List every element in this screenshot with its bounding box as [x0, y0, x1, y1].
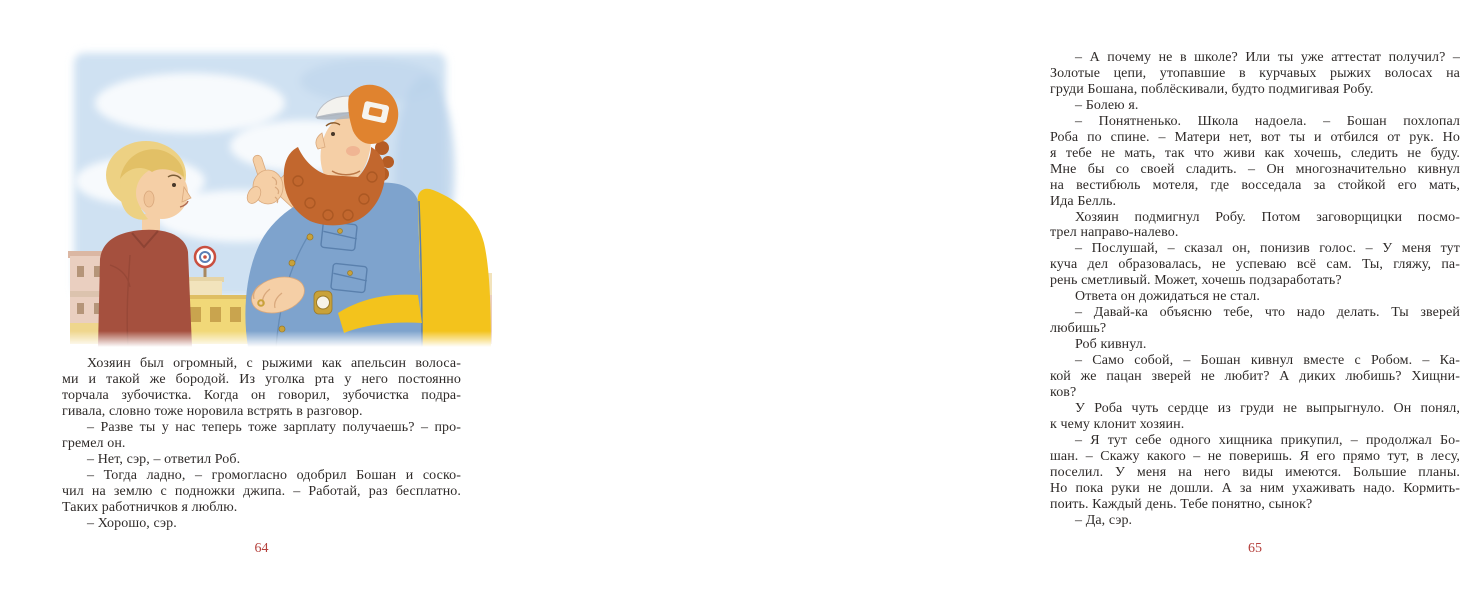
text-line: – Послушай, – сказал он, понизив голос. – У меня тут — [1075, 241, 1460, 257]
text-line: – Понятненько. Школа надоела. – Бошан похлопал — [1075, 113, 1460, 129]
text-line: шан. – Скажу какого – не поверишь. Я его прямо тут, в лесу, — [1050, 448, 1460, 464]
text-line: поить. Каждый день. Тебе понятно, сынок? — [1050, 496, 1313, 512]
man-cheek-blush — [346, 146, 360, 156]
text-line: ков? — [1050, 385, 1077, 401]
text-line: Роб кивнул. — [1075, 337, 1147, 353]
illustration-fade — [70, 331, 492, 347]
left-page-text — [62, 356, 461, 531]
text-line: груди Бошана, поблёскивали, будто подмигивая Робу. — [1050, 81, 1374, 97]
text-line: – Хорошо, сэр. — [87, 515, 177, 531]
right-page-text — [1050, 50, 1460, 529]
text-line: куча дел образовалась, не успеваю всё сам. Ты, гляжу, па- — [1050, 257, 1460, 273]
page-right — [500, 0, 1460, 603]
text-line: – Тогда ладно, – громогласно одобрил Бошан и соско- — [87, 467, 461, 483]
text-line: – Давай-ка объясню тебе, что надо делать. Ты зверей — [1075, 305, 1460, 321]
text-line: рень сметливый. Может, хочешь подзаработать? — [1050, 273, 1342, 289]
text-line: чил на землю с подножки джипа. – Работай, раз бесплатно. — [62, 483, 461, 499]
book-illustration — [70, 51, 492, 347]
text-line: – Болею я. — [1075, 97, 1139, 113]
man-eye — [331, 132, 335, 136]
text-line: любишь? — [1050, 321, 1107, 337]
text-line: гремел он. — [62, 435, 126, 451]
text-line: ми и такой же бородой. Из уголка рта у него постоянно — [62, 371, 461, 387]
text-line: торчала зубочистка. Когда он говорил, зубочистка подра- — [62, 387, 461, 403]
text-line: к чему клонит хозяин. — [1050, 416, 1185, 432]
text-line: Мне бы со своей сладить. – Он многозначительно кивнул — [1050, 161, 1460, 177]
text-line: – А почему не в школе? Или ты уже аттестат получил? – — [1075, 50, 1460, 65]
page-left — [0, 0, 500, 603]
boy-eye — [172, 183, 176, 187]
text-line: трел направо-налево. — [1050, 225, 1179, 241]
text-line: – Да, сэр. — [1075, 512, 1133, 528]
text-line: – Разве ты у нас теперь тоже зарплату получаешь? – про- — [87, 419, 461, 435]
text-line: я тебе не мать, так что живи как хочешь, следить не буду. — [1050, 145, 1460, 161]
boy-figure — [98, 141, 192, 347]
text-line: – Само собой, – Бошан кивнул вместе с Робом. – Ка- — [1075, 353, 1460, 369]
text-line: Таких работничков я люблю. — [62, 499, 238, 515]
text-line: – Нет, сэр, – ответил Роб. — [87, 451, 241, 467]
text-line: кой же пацан зверей не любит? А диких любишь? Хищни- — [1050, 369, 1460, 385]
text-line: Ответа он дожидаться не стал. — [1075, 289, 1260, 305]
text-line: гивала, словно тоже норовила встрять в разговор. — [62, 403, 363, 419]
text-line: Роба по спине. – Матери нет, вот ты и отбился от рук. Но — [1050, 129, 1460, 145]
text-line: Ида Белль. — [1050, 193, 1117, 209]
right-page-number: 65 — [1248, 541, 1262, 556]
wristwatch-icon — [314, 291, 332, 314]
text-line: Золотые цепи, утопавшие в курчавых рыжих волосах на — [1050, 65, 1460, 81]
left-page-number: 64 — [254, 541, 269, 556]
text-line: У Роба чуть сердце из груди не выпрыгнуло. Он понял, — [1075, 400, 1460, 416]
text-line: Но пока руки не дошли. А за ним ухаживать надо. Кормить- — [1050, 480, 1460, 496]
boy-face — [136, 167, 188, 219]
text-line: на вестибюль мотеля, где восседала за стойкой его мать, — [1050, 177, 1460, 193]
yellow-shirt — [418, 189, 491, 347]
text-line: Хозяин подмигнул Робу. Потом заговорщицки посмо- — [1075, 209, 1460, 225]
text-line: Хозяин был огромный, с рыжими как апельсин волоса- — [87, 356, 461, 371]
text-line: – Я тут себе одного хищника прикупил, – продолжал Бо- — [1075, 432, 1460, 448]
boy-ear — [144, 191, 154, 207]
text-line: поселил. У меня на него виды имеются. Большие планы. — [1050, 464, 1460, 480]
